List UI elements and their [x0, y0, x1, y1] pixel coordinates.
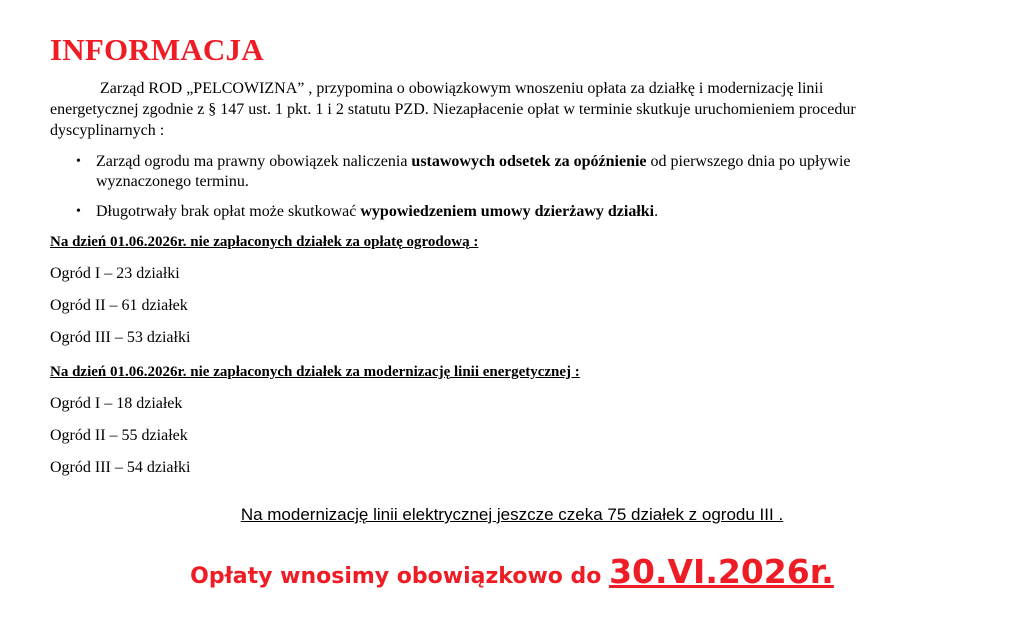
document-page: [50, 30, 950, 478]
power-line-notice: Na modernizację linii elektrycznej jeszcze czeka 75 działek z ogrodu III .: [240, 505, 784, 524]
garden-fee-item: Ogród I – 23 działki: [50, 265, 180, 282]
bullet-icon: •: [76, 204, 81, 219]
power-line-item: Ogród III – 54 działki: [50, 459, 191, 476]
garden-fee-heading: Na dzień 01.06.2026r. nie zapłaconych działek za opłatę ogrodową :: [50, 234, 479, 250]
payment-deadline: [0, 548, 1024, 602]
page-title: INFORMACJA: [50, 32, 264, 67]
bullet-text-before: Zarząd ogrodu ma prawny obowiązek naliczenia: [96, 153, 412, 170]
deadline-text: Opłaty wnosimy obowiązkowo do: [190, 564, 610, 589]
garden-fee-item: Ogród II – 61 działek: [50, 297, 188, 314]
list-item: [76, 152, 936, 192]
power-line-heading: Na dzień 01.06.2026r. nie zapłaconych działek za modernizację linii energetycznej :: [50, 364, 580, 380]
bullet-text-bold: wypowiedzeniem umowy dzierżawy działki: [360, 203, 655, 220]
power-line-item: Ogród II – 55 działek: [50, 427, 188, 444]
list-item: [76, 202, 936, 222]
bullet-text-after: od pierwszego dnia po upływie wyznaczonego terminu.: [96, 153, 851, 190]
bullet-text-bold: ustawowych odsetek za opóźnienie: [411, 153, 647, 170]
bullet-text-after: .: [654, 203, 659, 220]
power-line-item: Ogród I – 18 działek: [50, 395, 183, 412]
bullet-icon: •: [76, 154, 81, 169]
bullet-text-before: Długotrwały brak opłat może skutkować: [96, 203, 361, 220]
deadline-date: 30.VI.2026r.: [609, 552, 834, 591]
consequences-list: [50, 152, 950, 222]
garden-fee-item: Ogród III – 53 działki: [50, 329, 191, 346]
intro-paragraph: Zarząd ROD „PELCOWIZNA” , przypomina o obowiązkowym wnoszeniu opłata za działkę i modernizację linii energetycznej zgodnie z § 147 ust. 1 pkt. 1 i 2 statutu PZD. Niezapłacenie opłat w terminie skutkuje uruchomieniem procedur dyscyplinarnych :: [50, 80, 856, 139]
